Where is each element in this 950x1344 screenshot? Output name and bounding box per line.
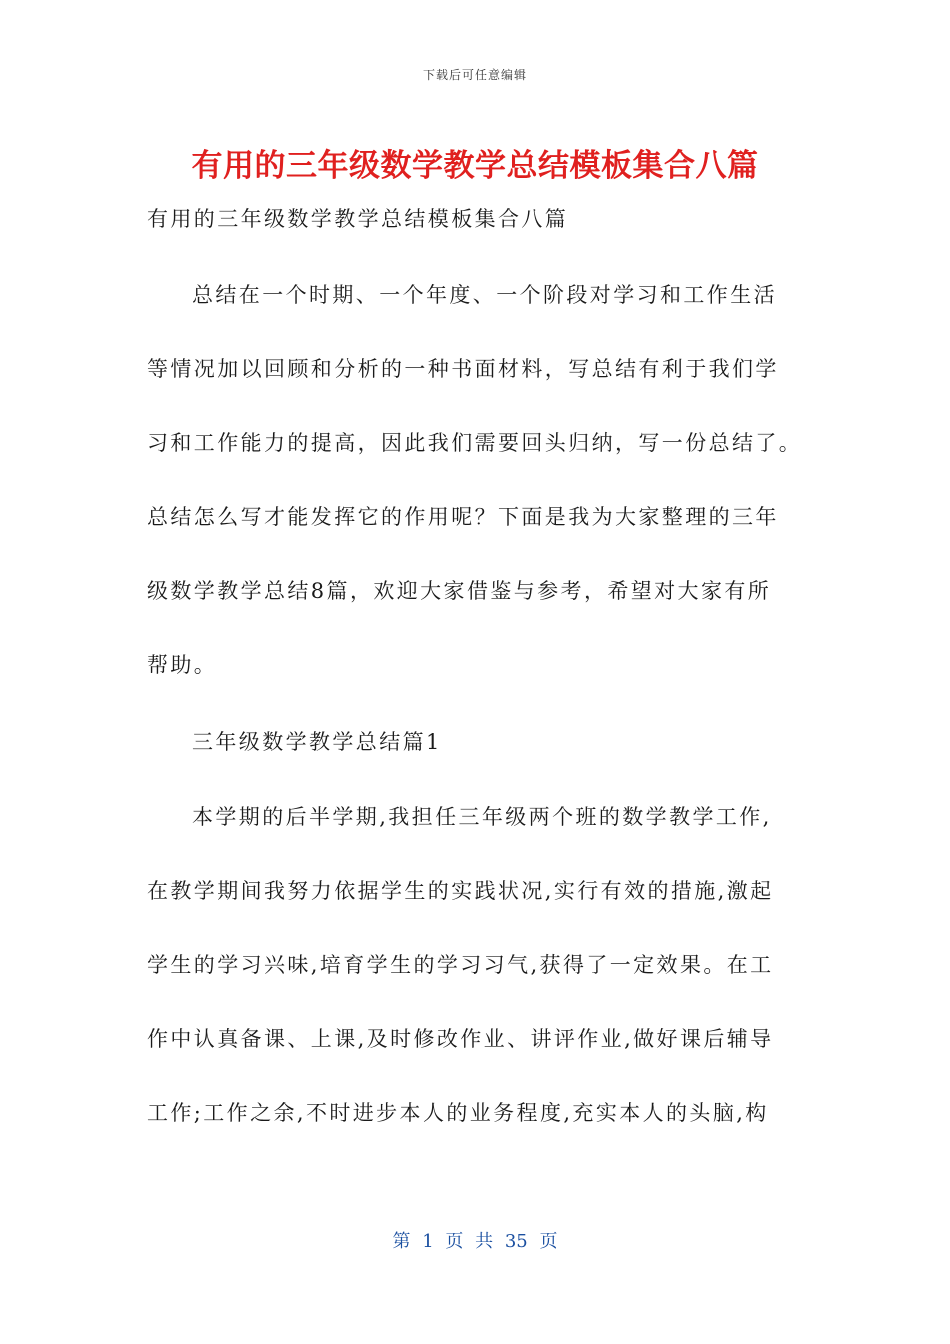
body-paragraph-line: 作中认真备课、上课,及时修改作业、讲评作业,做好课后辅导 — [147, 1027, 774, 1051]
intro-paragraph-line: 总结在一个时期、一个年度、一个阶段对学习和工作生活 — [192, 283, 777, 307]
intro-paragraph-line: 等情况加以回顾和分析的一种书面材料，写总结有利于我们学 — [147, 357, 779, 381]
intro-paragraph-line: 级数学教学总结8篇，欢迎大家借鉴与参考，希望对大家有所 — [147, 579, 772, 603]
intro-paragraph-line: 习和工作能力的提高，因此我们需要回头归纳，写一份总结了。 — [147, 431, 803, 455]
page-number-text: 第 1 页 共 35 页 — [392, 1231, 558, 1252]
download-editable-note: 下载后可任意编辑 — [422, 68, 527, 82]
body-paragraph-line: 工作;工作之余,不时进步本人的业务程度,充实本人的头脑,构 — [147, 1101, 769, 1125]
intro-paragraph-line: 帮助。 — [147, 653, 218, 677]
body-paragraph-line: 本学期的后半学期,我担任三年级两个班的数学教学工作, — [192, 805, 772, 829]
page-footer — [0, 1227, 950, 1253]
intro-paragraph-line: 总结怎么写才能发挥它的作用呢？下面是我为大家整理的三年 — [147, 505, 779, 529]
section-heading: 三年级数学教学总结篇1 — [192, 730, 442, 754]
body-paragraph-line: 在教学期间我努力依据学生的实践状况,实行有效的措施,激起 — [147, 879, 774, 903]
document-title: 有用的三年级数学教学总结模板集合八篇 — [191, 148, 759, 184]
subtitle-line: 有用的三年级数学教学总结模板集合八篇 — [147, 207, 569, 231]
body-paragraph-line: 学生的学习兴味,培育学生的学习习气,获得了一定效果。在工 — [147, 953, 774, 977]
